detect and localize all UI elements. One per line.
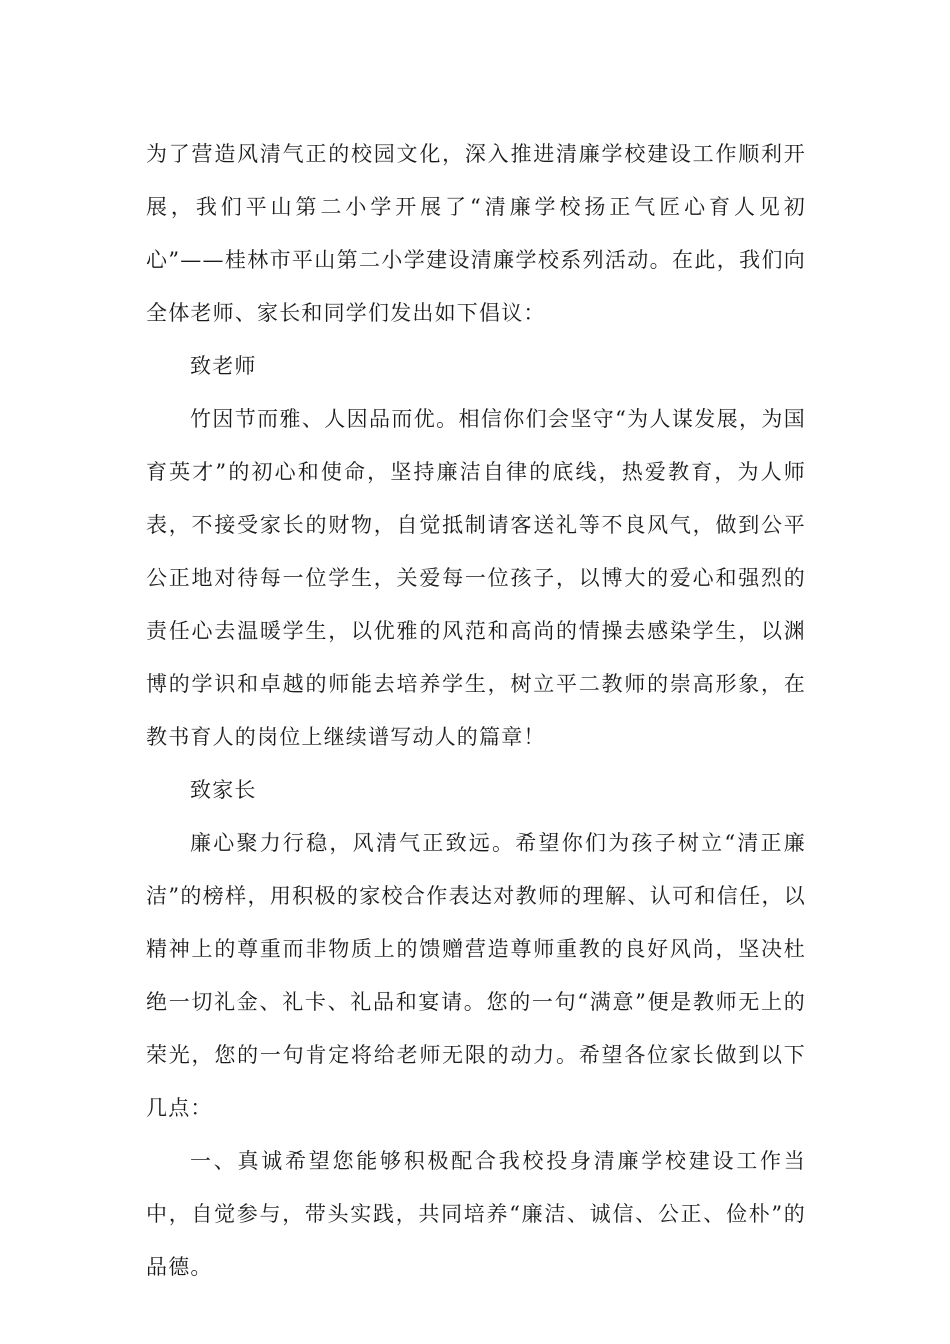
heading-to-teachers: 致老师	[190, 354, 257, 378]
document-body	[146, 128, 806, 1294]
parents-paragraph: 廉心聚力行稳，风清气正致远。希望你们为孩子树立“清正廉洁”的榜样，用积极的家校合作表达对教师的理解、认可和信任，以精神上的尊重而非物质上的馈赠营造尊师重教的良好风尚，坚决杜绝一切礼金、礼卡、礼品和宴请。您的一句“满意”便是教师无上的荣光，您的一句肯定将给老师无限的动力。希望各位家长做到以下几点：	[146, 831, 806, 1120]
point-one-paragraph: 一、真诚希望您能够积极配合我校投身清廉学校建设工作当中，自觉参与，带头实践，共同培养“廉洁、诚信、公正、俭朴”的品德。	[146, 1149, 806, 1279]
teachers-paragraph: 竹因节而雅、人因品而优。相信你们会坚守“为人谋发展，为国育英才”的初心和使命，坚持廉洁自律的底线，热爱教育，为人师表，不接受家长的财物，自觉抵制请客送礼等不良风气，做到公平公正地对待每一位学生，关爱每一位孩子，以博大的爱心和强烈的责任心去温暖学生，以优雅的风范和高尚的情操去感染学生，以渊博的学识和卓越的师能去培养学生，树立平二教师的崇高形象，在教书育人的岗位上继续谱写动人的篇章！	[146, 407, 806, 749]
heading-to-parents: 致家长	[190, 778, 257, 802]
intro-paragraph: 为了营造风清气正的校园文化，深入推进清廉学校建设工作顺利开展，我们平山第二小学开展了“清廉学校扬正气匠心育人见初心”——桂林市平山第二小学建设清廉学校系列活动。在此，我们向全体老师、家长和同学们发出如下倡议：	[146, 142, 806, 325]
